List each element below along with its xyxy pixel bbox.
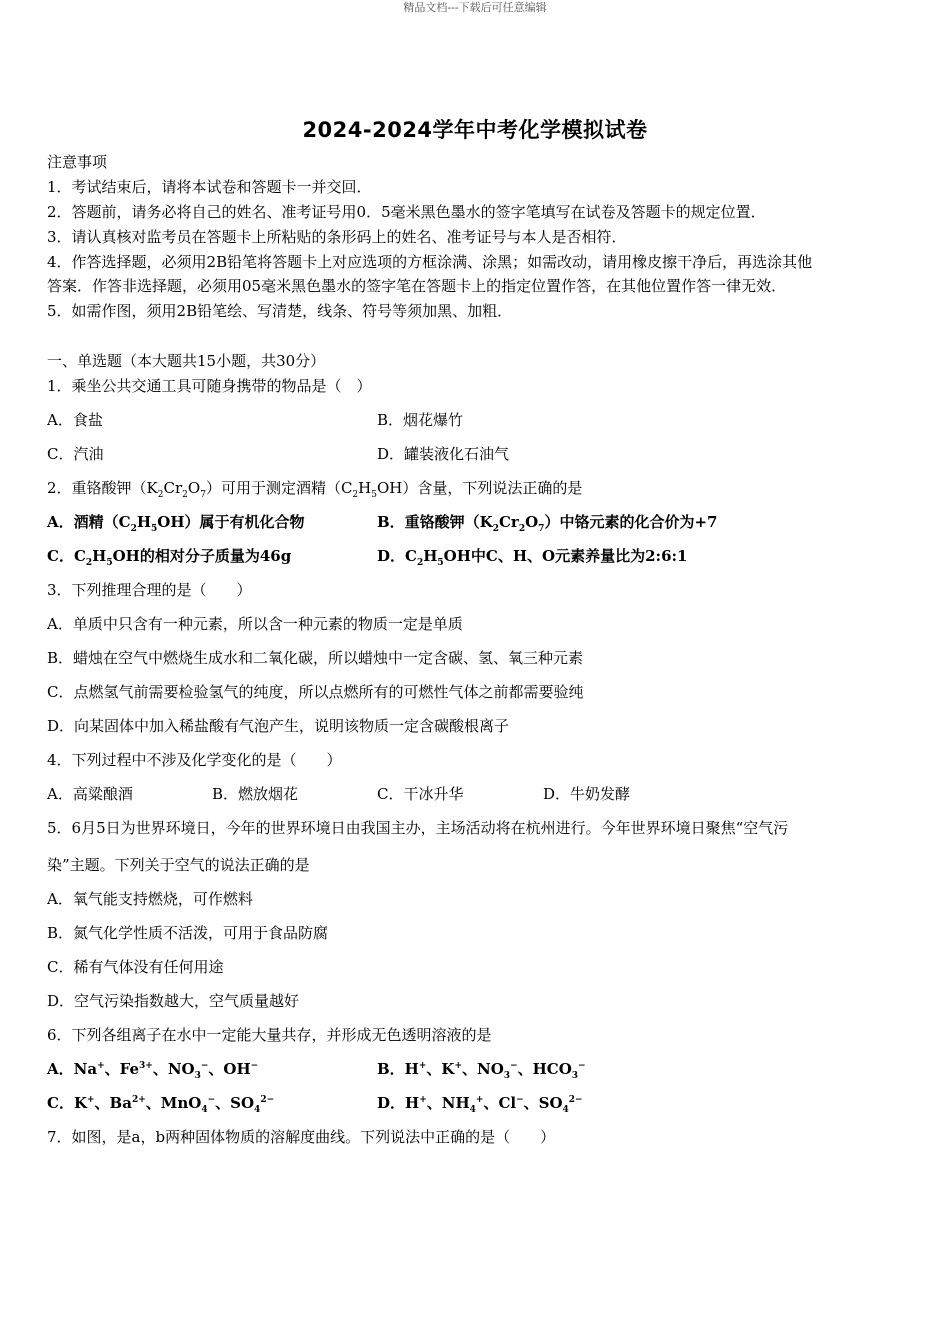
- option-a: A．食盐: [47, 411, 103, 429]
- option-d: D．牛奶发酵: [543, 785, 631, 803]
- notice-heading: 注意事项: [47, 153, 108, 171]
- option-c: C．K+、$Ba^{2+}$、MnO$_4$−、$SO_4^{2-}$: [47, 1094, 275, 1115]
- option-b: B．蜡烛在空气中燃烧生成水和二氧化碳，所以蜡烛中一定含碳、氢、氧三种元素: [47, 649, 584, 667]
- option-c: C．干冰升华: [377, 785, 464, 803]
- notice-item-4: 4．作答选择题，必须用2B铅笔将答题卡上对应选项的方框涂满、涂黑；如需改动，请用橡皮擦干净后，再选涂其他: [47, 253, 813, 271]
- option-a: A．单质中只含有一种元素，所以含一种元素的物质一定是单质: [47, 615, 463, 633]
- option-d: D．空气污染指数越大，空气质量越好: [47, 992, 300, 1010]
- option-d: D．H+、$NH_4^+$、Cl−、$SO_4^{2-}$: [377, 1094, 583, 1115]
- option-b: B．氮气化学性质不活泼，可用于食品防腐: [47, 924, 329, 942]
- question-stem: 4．下列过程中不涉及化学变化的是（ ）: [47, 751, 342, 769]
- option-a: A．氧气能支持燃烧，可作燃料: [47, 890, 253, 908]
- option-d: D．$C_2H_5OH$中C、H、O元素养量比为2:6:1: [377, 547, 688, 568]
- question-stem: 3．下列推理合理的是（ ）: [47, 581, 252, 599]
- question-stem: 2．重铬酸钾$(K_2Cr_2O_7)$可用于测定酒精$(C_2H_5OH)$含量，下列说法正确的是: [47, 479, 583, 500]
- option-c: C．$C_2H_5OH$的相对分子质量为46g: [47, 547, 292, 568]
- page-title: 2024-2024学年中考化学模拟试卷: [302, 118, 648, 142]
- option-b: B．H+、K+、$NO_3^-$、$HCO_3^-$: [377, 1060, 586, 1081]
- question-stem: 5．6月5日为世界环境日，今年的世界环境日由我国主办，主场活动将在杭州进行。今年世界环境日聚焦“空气污: [47, 819, 789, 837]
- notice-item-4-cont: 答案．作答非选择题，必须用05毫米黑色墨水的签字笔在答题卡上的指定位置作答，在其他位置作答一律无效．: [47, 277, 787, 295]
- notice-item-1: 1．考试结束后，请将本试卷和答题卡一并交回．: [47, 178, 372, 196]
- question-stem-cont: 染”主题。下列关于空气的说法正确的是: [47, 856, 310, 874]
- question-stem: 6．下列各组离子在水中一定能大量共存，并形成无色透明溶液的是: [47, 1026, 492, 1044]
- question-stem: 7．如图，是a，b两种固体物质的溶解度曲线。下列说法中正确的是（ ）: [47, 1128, 556, 1146]
- page-header-note: 精品文档---下载后可任意编辑: [403, 1, 547, 14]
- option-c: C．汽油: [47, 445, 104, 463]
- option-d: D．罐装液化石油气: [377, 445, 510, 463]
- option-b: B．烟花爆竹: [377, 411, 464, 429]
- option-b: B．重铬酸钾$(K_2Cr_2O_7)$中铬元素的化合价为+7: [377, 513, 718, 534]
- notice-item-3: 3．请认真核对监考员在答题卡上所粘贴的条形码上的姓名、准考证号与本人是否相符．: [47, 228, 627, 246]
- option-c: C．点燃氢气前需要检验氢气的纯度，所以点燃所有的可燃性气体之前都需要验纯: [47, 683, 584, 701]
- option-a: A．高粱酿酒: [47, 785, 133, 803]
- option-d: D．向某固体中加入稀盐酸有气泡产生，说明该物质一定含碳酸根离子: [47, 717, 510, 735]
- question-stem: 1．乘坐公共交通工具可随身携带的物品是（ ）: [47, 377, 372, 395]
- option-a: A．Na+、$Fe^{3+}$、$NO_3^-$、OH−: [47, 1060, 259, 1081]
- section-heading: 一、单选题（本大题共15小题，共30分）: [47, 352, 326, 370]
- notice-item-2: 2．答题前，请务必将自己的姓名、准考证号用0．5毫米黑色墨水的签字笔填写在试卷及答题卡的规定位置．: [47, 203, 766, 221]
- option-a: A．酒精$(C_2H_5OH)$属于有机化合物: [47, 513, 305, 534]
- option-c: C．稀有气体没有任何用途: [47, 958, 224, 976]
- option-b: B．燃放烟花: [212, 785, 299, 803]
- notice-item-5: 5．如需作图，须用2B铅笔绘、写清楚，线条、符号等须加黑、加粗．: [47, 302, 513, 320]
